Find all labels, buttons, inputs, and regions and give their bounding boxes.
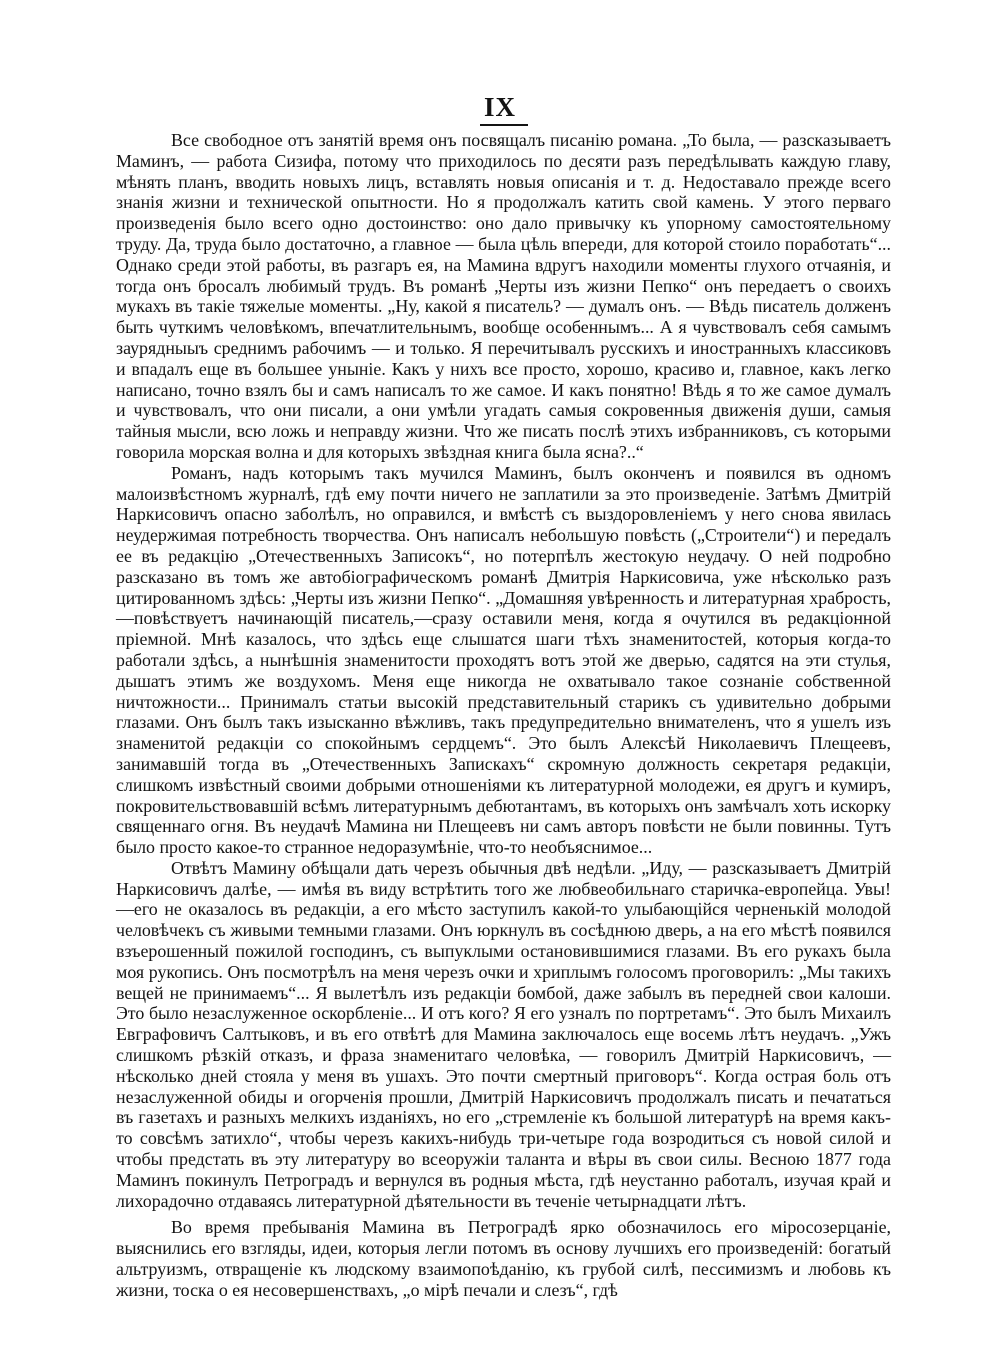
body-text: [116, 130, 891, 1301]
page-number-underline: [480, 124, 528, 126]
paragraph-worldview: Во время пребыванія Мамина въ Петроградѣ ярко обозначилось его міросозерцаніе, выяснились его взгляды, идеи, которыя легли потомъ въ основу лучшихъ его произведеній: богатый альтруизмъ, отвращеніе къ людскому взаимопоѣданію, къ грубой силѣ, пессимизмъ и любовь къ жизни, тоска о ея несовершенствахъ, „о мірѣ печали и слезъ“, гдѣ: [116, 1217, 891, 1300]
paragraph-writing-novel: Все свободное отъ занятій время онъ посвящалъ писанію романа. „То была, — разсказываетъ Маминъ, — работа Сизифа, потому что приходилось по десяти разъ передѣлывать каждую главу, мѣнять планъ, вводить новыхъ лицъ, вставлять новыя описанія и т. д. Недоставало прежде всего знанія жизни и технической опытности. Но я продолжалъ катить свой камень. У этого перваго произведенія было всего одно достоинство: оно дало привычку къ упорному самостоятельному труду. Да, труда было достаточно, а главное — была цѣль впереди, для которой стоило поработать“... Однако среди этой работы, въ разгаръ ея, на Мамина вдругъ находили моменты глухого отчаянія, и тогда онъ бросалъ любимый трудъ. Въ романѣ „Черты изъ жизни Пепко“ онъ передаетъ о своихъ мукахъ въ такіе тяжелые моменты. „Ну, какой я писатель? — думалъ онъ. — Вѣдь писатель долженъ быть чуткимъ человѣкомъ, впечатлительнымъ, вообще особеннымъ... А я чувствовалъ себя самымъ заурядныыъ среднимъ рабочимъ — и только. Я перечитывалъ русскихъ и иностранныхъ классиковъ и впадалъ еще въ большее уныніе. Какъ у нихъ все просто, хорошо, красиво и, главное, какъ легко написано, точно взялъ бы и самъ написалъ то же самое. И какъ понятно! Вѣдь я то же самое думалъ и чувствовалъ, что они писали, а они умѣли угадать самыя сокровенныя движенія души, самыя тайныя мысли, всю ложь и неправду жизни. Что же писать послѣ этихъ избранниковъ, съ которыми говорила морская волна и для которыхъ звѣздная книга была ясна?..“: [116, 130, 891, 462]
paragraph-rejection: Отвѣтъ Мамину обѣщали дать черезъ обычныя двѣ недѣли. „Иду, — разсказываетъ Дмитрій Наркисовичъ далѣе, — имѣя въ виду встрѣтить того же любвеобильнаго старичка-европейца. Увы!—его не оказалось въ редакціи, а его мѣсто заступилъ какой-то улыбающійся черненькій молодой человѣчекъ съ живыми темными глазами. Онъ юркнулъ въ сосѣднюю дверь, а на его мѣстѣ появился взъерошенный пожилой господинъ, съ выпуклыми остановившимися глазами. Въ его рукахъ была моя рукопись. Онъ посмотрѣлъ на меня черезъ очки и хриплымъ голосомъ проговорилъ: „Мы такихъ вещей не принимаемъ“... Я вылетѣлъ изъ редакціи бомбой, даже забылъ въ передней свои калоши. Это было незаслуженное оскорбленіе... И отъ кого? Я его узналъ по портретамъ“. Это былъ Михаилъ Евграфовичъ Салтыковъ, и въ его отвѣтѣ для Мамина заключалось еще восемь лѣтъ неудачъ. „Ужъ слишкомъ рѣзкій отказъ, и фраза знаменитаго человѣка, — говорилъ Дмитрій Наркисовичъ, — нѣсколько дней стояла у меня въ ушахъ. Это почти смертный приговоръ“. Когда острая боль отъ незаслуженной обиды и огорченія прошли, Дмитрій Наркисовичъ продолжалъ писать и печататься въ газетахъ и разныхъ мелкихъ изданіяхъ, но его „стремленіе къ большой литературѣ на время какъ-то совсѣмъ затихло“, чтобы черезъ какихъ-нибудь три-четыре года возродиться съ новой силой и чтобы предстать въ эту литературу во всеоружіи таланта и вѣры въ свои силы. Весною 1877 года Маминъ покинулъ Петроградъ и вернулся въ родныя мѣста, гдѣ неустанно работалъ, изучая край и лихорадочно отдаваясь литературной дѣятельности въ теченіе четырнадцати лѣтъ.: [116, 857, 891, 1211]
page-number: IX: [483, 92, 516, 122]
paragraph-novel-finished: Романъ, надъ которымъ такъ мучился Маминъ, былъ оконченъ и появился въ одномъ малоизвѣстномъ журналѣ, гдѣ ему почти ничего не заплатили за это произведеніе. Затѣмъ Дмитрій Наркисовичъ опасно заболѣлъ, но оправился, и вмѣстѣ съ выздоровленіемъ у него снова явилась неудержимая потребность творчества. Онъ написалъ небольшую повѣсть („Строители“) и передалъ ее въ редакцію „Отечественныхъ Записокъ“, но потерпѣлъ жестокую неудачу. О ней подробно разсказано въ томъ же автобіографическомъ романѣ Дмитрія Наркисовича, уже нѣсколько разъ цитированномъ здѣсь: „Черты изъ жизни Пепко“. „Домашняя увѣренность и литературная храбрость,—повѣствуетъ начинающій писатель,—сразу оставили меня, когда я очутился въ редакціонной пріемной. Мнѣ казалось, что здѣсь еще слышатся шаги тѣхъ знаменитостей, которыя когда-то работали здѣсь, а нынѣшнія знаменитости проходятъ вотъ этой же дверью, садятся на эти стулья, дышатъ этимъ же воздухомъ. Меня еще никогда не охватывало такое сознаніе собственной ничтожности... Принималъ статьи высокій представительный старикъ съ удивительно добрыми глазами. Онъ былъ такъ изысканно вѣжливъ, такъ предупредительно внимателенъ, что я ушелъ изъ знаменитой редакціи со спокойнымъ сердцемъ“. Это былъ Алексѣй Николаевичъ Плещеевъ, занимавшій тогда въ „Отечественныхъ Запискахъ“ скромную должность секретаря редакціи, слишкомъ извѣстный своими добрыми отношеніями къ литературной молодежи, ея другъ и кумиръ, покровительствовавшій всѣмъ литературнымъ дебютантамъ, въ которыхъ онъ замѣчалъ хоть искорку священнаго огня. Въ неудачѣ Мамина ни Плещеевъ ни самъ авторъ повѣсти не были повинны. Тутъ было просто какое-то странное недоразумѣніе, что-то необъяснимое...: [116, 462, 891, 858]
